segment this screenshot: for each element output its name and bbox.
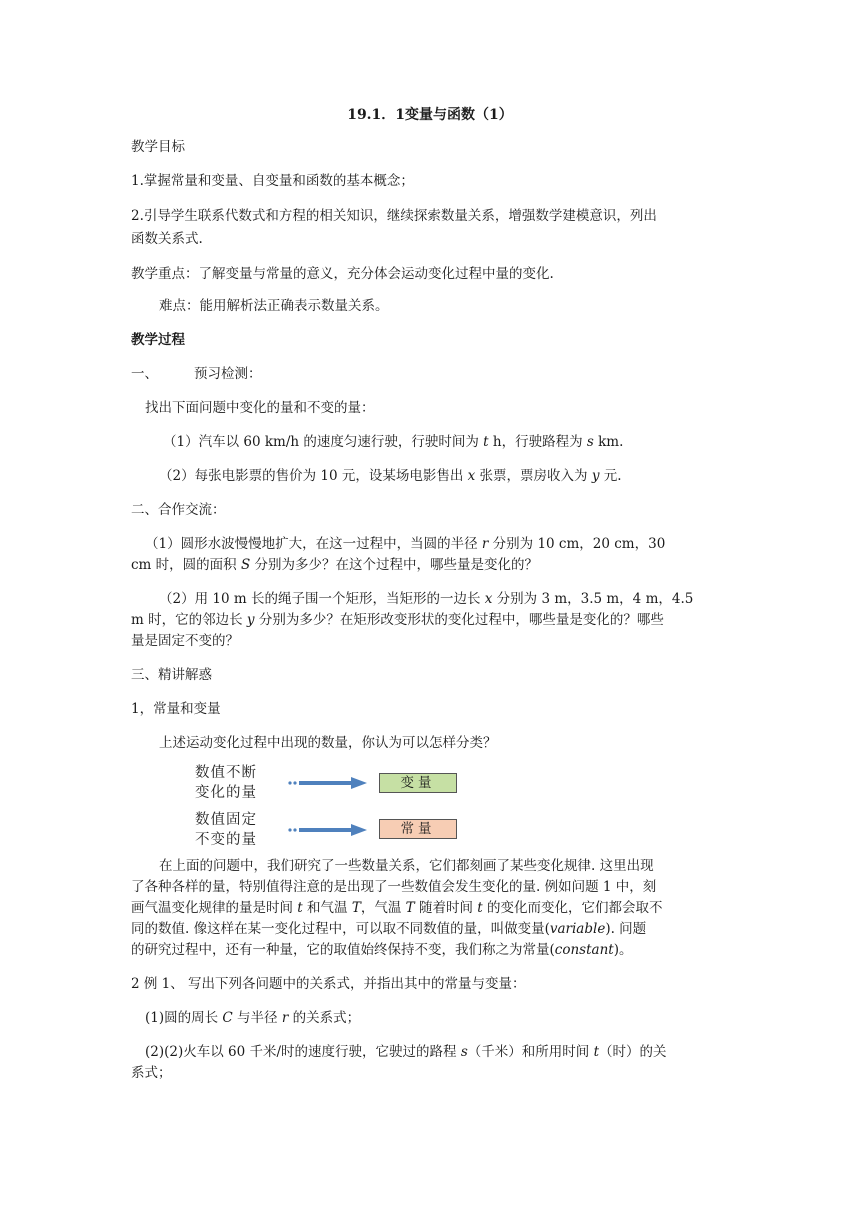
text: m 时，它的邻边长	[131, 612, 247, 628]
variable-x: x	[467, 468, 476, 484]
text: 分别为多少？在矩形改变形状的变化过程中，哪些量是变化的？哪些	[254, 612, 664, 628]
diagram-row-1-label-line-2: 变化的量	[195, 785, 257, 801]
key-point: 教学重点：了解变量与常量的意义，充分体会运动变化过程中量的变化.	[131, 266, 554, 282]
text: (2)(2)火车以 60 千米/时的速度行驶，它驶过的路程	[145, 1044, 461, 1060]
cooperate-1-line-2	[131, 555, 731, 576]
variable-box: 变量	[379, 773, 457, 793]
text: cm 时，圆的面积	[131, 557, 241, 573]
section-1-title: 预习检测：	[194, 366, 262, 382]
cooperate-2-line-1	[159, 589, 759, 610]
arrow-right-icon	[287, 824, 367, 836]
text: (1)圆的周长	[145, 1010, 223, 1026]
text: 画气温变化规律的量是时间	[131, 900, 298, 916]
question-1	[163, 432, 763, 453]
variable-s: s	[460, 1044, 468, 1060]
section-1-heading	[131, 364, 731, 385]
question-1-text-c: km.	[593, 434, 624, 450]
cooperate-1-line-1	[145, 534, 745, 555]
term-variable: variable	[549, 921, 606, 937]
variable-t: t	[483, 434, 489, 450]
diagram-row-2-label-line-1: 数值固定	[195, 812, 257, 828]
text: 的变化而变化，它们都会取不	[482, 900, 663, 916]
text: ，气温	[360, 900, 406, 916]
variable-C: C	[222, 1010, 233, 1026]
variable-r: r	[481, 536, 489, 552]
page-title: 19.1．1变量与函数（1）	[347, 107, 513, 123]
find-instruction: 找出下面问题中变化的量和不变的量：	[145, 400, 375, 416]
text: 分别为 10 cm，20 cm，30	[488, 536, 666, 552]
term-constant: constant	[554, 942, 614, 958]
goal-1: 1.掌握常量和变量、自变量和函数的基本概念；	[131, 173, 414, 189]
classify-question: 上述运动变化过程中出现的数量，你认为可以怎样分类？	[159, 735, 497, 751]
difficulty: 难点：能用解析法正确表示数量关系。	[159, 298, 389, 314]
goal-2-line-2: 函数关系式.	[131, 231, 203, 247]
diagram-row-1-label-line-1: 数值不断	[195, 765, 257, 781]
example-1-item-1	[145, 1008, 745, 1029]
example-1-item-2-line-1	[145, 1042, 745, 1063]
variable-t: t	[477, 900, 483, 916]
section-1-number: 一、	[131, 366, 158, 382]
text: 与半径	[232, 1010, 282, 1026]
text: （2）用 10 m 长的绳子围一个矩形，当矩形的一边长	[159, 591, 485, 607]
example-1-heading: 2 例 1、 写出下列各问题中的关系式，并指出其中的常量与变量：	[131, 976, 526, 992]
question-2-text-a: （2）每张电影票的售价为 10 元，设某场电影售出	[159, 468, 468, 484]
section-2-heading: 二、合作交流：	[131, 502, 226, 518]
text: 的研究过程中，还有一种量，它的取值始终保持不变，我们称之为常量(	[131, 942, 555, 958]
variable-S: S	[240, 557, 251, 573]
variable-t: t	[593, 1044, 600, 1060]
question-2-text-b: 张票，票房收入为	[475, 468, 592, 484]
example-1-item-2-line-2: 系式；	[131, 1065, 172, 1081]
explanation-line-4	[131, 919, 731, 940]
text: （千米）和所用时间	[467, 1044, 594, 1060]
text: 同的数值. 像这样在某一变化过程中，可以取不同数值的量，叫做变量(	[131, 921, 550, 937]
explanation-line-1: 在上面的问题中，我们研究了一些数量关系，它们都刻画了某些变化规律. 这里出现	[159, 858, 654, 874]
cooperate-2-line-3: 量是固定不变的？	[131, 633, 239, 649]
text: 分别为 3 m，3.5 m，4 m，4.5	[492, 591, 694, 607]
text: 的关系式；	[288, 1010, 361, 1026]
constant-box: 常量	[379, 819, 457, 839]
text: 随着时间	[414, 900, 478, 916]
process-heading: 教学过程	[131, 332, 185, 348]
question-1-text-b: h，行驶路程为	[488, 434, 587, 450]
variable-s: s	[586, 434, 594, 450]
explanation-line-5	[131, 940, 731, 961]
question-2	[159, 466, 759, 487]
variable-t: t	[297, 900, 303, 916]
question-1-text-a: （1）汽车以 60 km/h 的速度匀速行驶，行驶时间为	[163, 434, 484, 450]
variable-x: x	[484, 591, 493, 607]
variable-y: y	[591, 468, 600, 484]
classification-diagram	[195, 763, 465, 848]
goal-2-line-1: 2.引导学生联系代数式和方程的相关知识，继续探索数量关系，增强数学建模意识，列出	[131, 208, 657, 224]
text: 分别为多少？在这个过程中，哪些量是变化的？	[250, 557, 538, 573]
text: 和气温	[302, 900, 352, 916]
question-2-text-c: 元.	[599, 468, 622, 484]
arrow-right-icon	[287, 777, 367, 789]
explanation-line-2: 了各种各样的量，特别值得注意的是出现了一些数值会发生变化的量. 例如问题 1 中，刻	[131, 879, 657, 895]
text: )。	[613, 942, 633, 958]
subsection-1-heading: 1，常量和变量	[131, 701, 221, 717]
explanation-line-3	[131, 898, 731, 919]
text: （1）圆形水波慢慢地扩大，在这一过程中，当圆的半径	[145, 536, 482, 552]
goals-heading: 教学目标	[131, 139, 185, 155]
diagram-row-2-label-line-2: 不变的量	[195, 832, 257, 848]
cooperate-2-line-2	[131, 610, 731, 631]
text: （时）的关	[599, 1044, 667, 1060]
text: ). 问题	[605, 921, 647, 937]
section-3-heading: 三、精讲解惑	[131, 667, 212, 683]
variable-T: T	[351, 900, 361, 916]
variable-T: T	[405, 900, 415, 916]
variable-y: y	[246, 612, 255, 628]
variable-r: r	[281, 1010, 289, 1026]
